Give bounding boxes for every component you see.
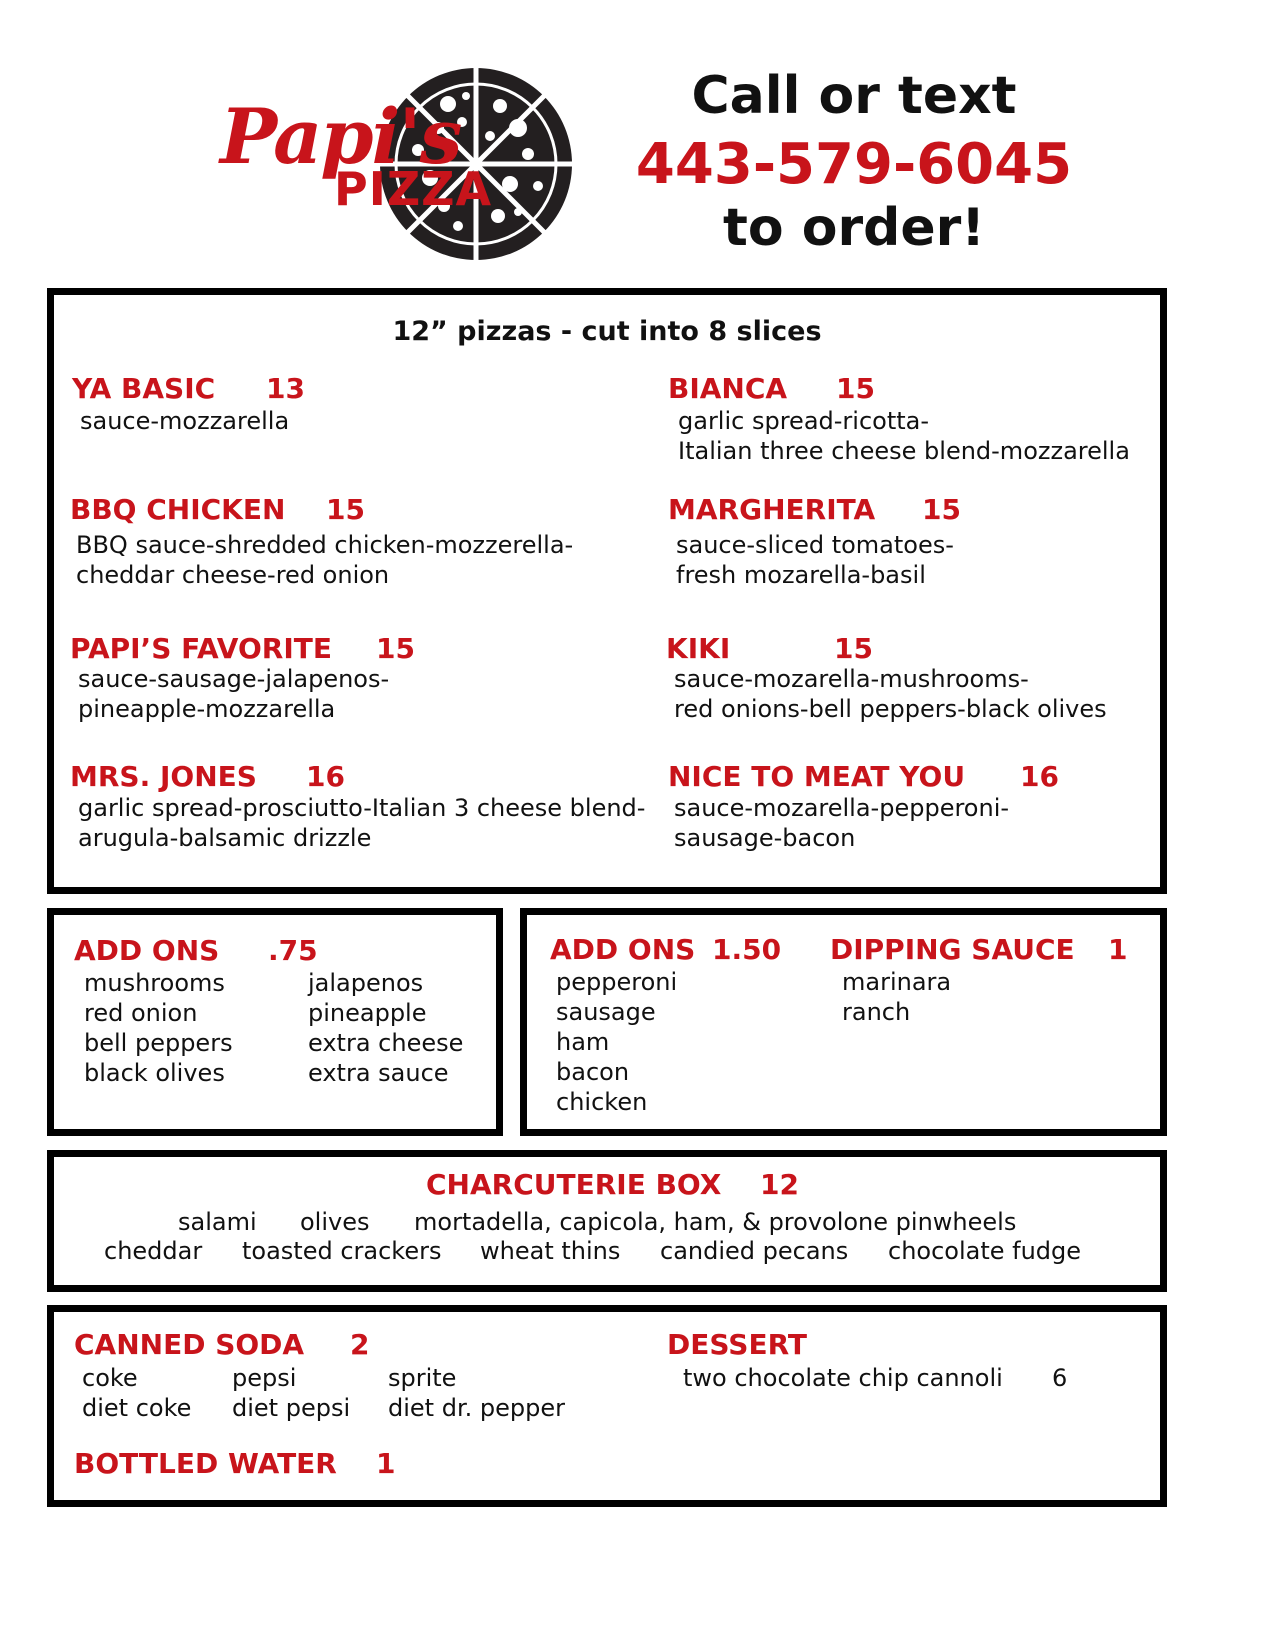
pizza-description: red onions-bell peppers-black olives [674,695,1107,723]
pizza-price: 15 [326,493,365,526]
logo-word-text: PIZZA [334,162,493,216]
list-item: wheat thins [480,1237,621,1265]
pizza-name: YA BASIC [72,372,216,405]
charcuterie-price: 12 [760,1168,799,1201]
addons-small-col2 [308,968,463,1088]
list-item: jalapenos [308,969,424,997]
pizza-name: MRS. JONES [70,760,257,793]
list-item: extra sauce [308,1059,449,1087]
pizza-name: BIANCA [668,372,788,405]
list-item: olives [300,1208,370,1236]
water-title: BOTTLED WATER [74,1447,337,1480]
addons-small-col1 [84,968,233,1088]
list-item: mortadella, capicola, ham, & provolone pinwheels [414,1208,1017,1236]
list-item: black olives [84,1059,225,1087]
pizza-price: 16 [306,760,345,793]
soda-title: CANNED SODA [74,1328,305,1361]
addons-small-title: ADD ONS [74,934,220,967]
pizza-description: arugula-balsamic drizzle [78,824,372,852]
pizza-description: BBQ sauce-shredded chicken-mozzerella- [76,531,574,559]
pizza-price: 15 [836,372,875,405]
pizza-section-heading: 12” pizzas - cut into 8 slices [392,316,822,347]
dessert-price: 6 [1052,1364,1068,1392]
list-item: red onion [84,999,198,1027]
list-item: pepsi [232,1364,297,1392]
addons-large-title: ADD ONS [550,933,696,966]
list-item: salami [178,1208,257,1236]
pizza-name: KIKI [666,632,731,665]
dipping-title: DIPPING SAUCE [830,933,1075,966]
list-item: coke [82,1364,138,1392]
list-item: chicken [556,1088,648,1116]
list-item: diet pepsi [232,1394,351,1422]
water-price: 1 [376,1447,396,1480]
soda-col2 [232,1363,350,1423]
list-item: diet coke [82,1394,192,1422]
order-line: to order! [723,198,985,258]
pizza-description: sausage-bacon [674,824,856,852]
addons-small-price: .75 [268,934,318,967]
list-item: sausage [556,998,656,1026]
dessert-title: DESSERT [667,1328,807,1361]
addons-large-list [556,967,677,1117]
list-item: extra cheese [308,1029,464,1057]
list-item: pepperoni [556,968,678,996]
pizza-description: garlic spread-ricotta- [678,407,930,435]
logo-script-text: Papi's [220,92,461,181]
call-line: Call or text [691,66,1017,126]
pizza-description: Italian three cheese blend-mozzarella [678,437,1130,465]
soda-price: 2 [350,1328,370,1361]
list-item: bell peppers [84,1029,233,1057]
pizza-description: sauce-sausage-jalapenos- [78,665,390,693]
dipping-list [842,967,951,1027]
pizza-description: garlic spread-prosciutto-Italian 3 cheese blend- [78,794,646,822]
list-item: sprite [388,1364,457,1392]
list-item: marinara [842,968,952,996]
list-item: diet dr. pepper [388,1394,565,1422]
list-item: chocolate fudge [888,1237,1082,1265]
addons-large-price: 1.50 [712,933,782,966]
list-item: ham [556,1028,610,1056]
list-item: mushrooms [84,969,225,997]
list-item: candied pecans [660,1237,849,1265]
dessert-item: two chocolate chip cannoli [683,1364,1003,1392]
list-item: ranch [842,998,911,1026]
dipping-price: 1 [1108,933,1128,966]
pizza-description: sauce-mozarella-mushrooms- [674,665,1029,693]
pizza-price: 16 [1020,760,1059,793]
charcuterie-title: CHARCUTERIE BOX [426,1168,722,1201]
pizza-description: pineapple-mozzarella [78,695,336,723]
soda-col1 [82,1363,191,1423]
list-item: bacon [556,1058,630,1086]
pizza-description: sauce-sliced tomatoes- [676,531,954,559]
pizza-name: MARGHERITA [668,493,876,526]
list-item: toasted crackers [242,1237,442,1265]
pizza-price: 13 [266,372,305,405]
pizza-name: BBQ CHICKEN [70,493,286,526]
soda-col3 [388,1363,565,1423]
pizza-description: fresh mozarella-basil [676,561,926,589]
pizza-name: NICE TO MEAT YOU [668,760,966,793]
pizza-price: 15 [834,632,873,665]
pizza-description: sauce-mozzarella [80,407,290,435]
pizza-price: 15 [376,632,415,665]
pizza-description: sauce-mozarella-pepperoni- [674,794,1010,822]
pizza-price: 15 [922,493,961,526]
list-item: cheddar [104,1237,203,1265]
phone-number[interactable]: 443-579-6045 [635,132,1073,197]
list-item: pineapple [308,999,427,1027]
pizza-description: cheddar cheese-red onion [76,561,390,589]
pizza-name: PAPI’S FAVORITE [70,632,332,665]
